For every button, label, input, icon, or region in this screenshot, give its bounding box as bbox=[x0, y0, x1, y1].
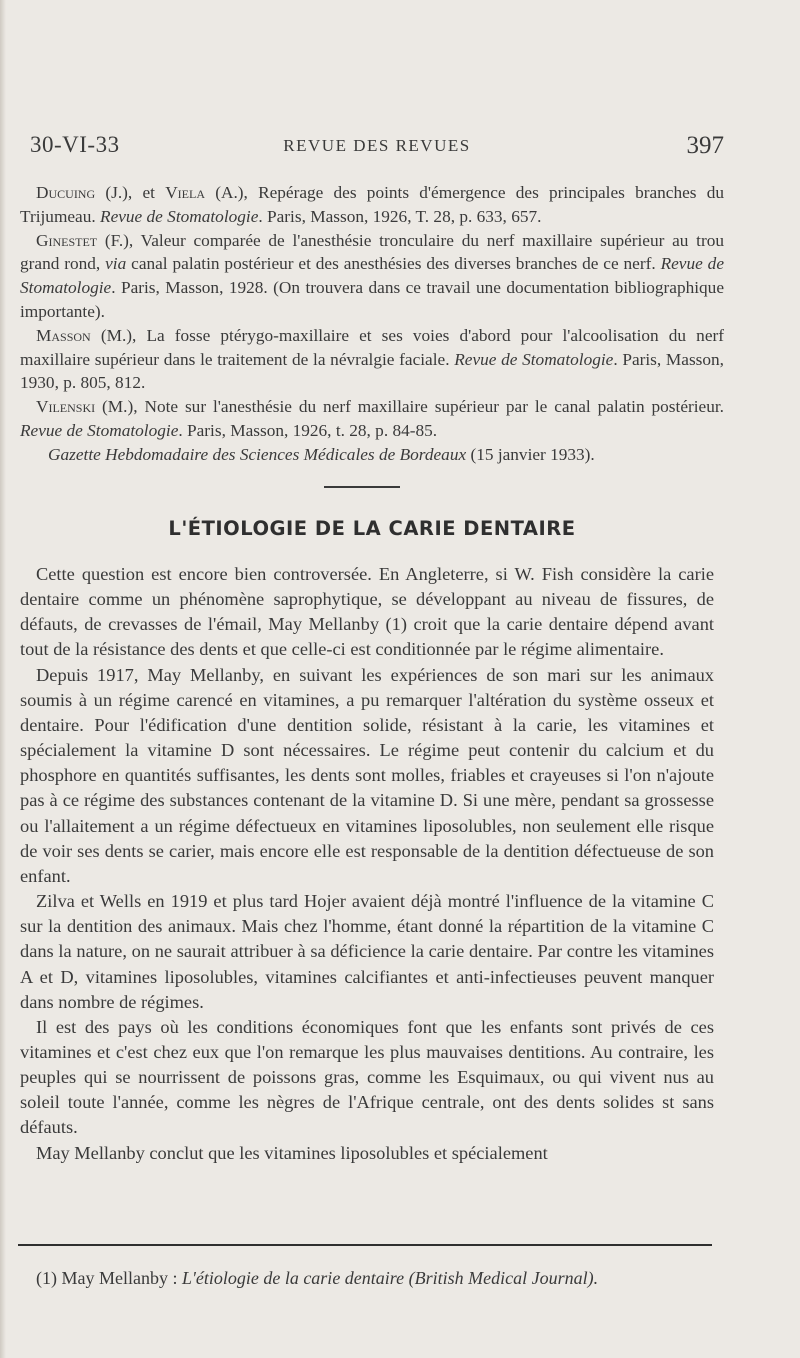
ref-via: via bbox=[105, 254, 127, 274]
ref-text: (A.), Repérage des points d'émergence des principales branches du Trijumeau. bbox=[20, 183, 724, 226]
ref-text: (M.), La fosse ptérygo-maxillaire et ses voies d'abord pour l'alcoolisation du nerf maxillaire supérieur dans le traitement de la névralgie faciale. bbox=[20, 325, 724, 369]
header-date: 30-VI-33 bbox=[30, 132, 120, 157]
reference-item bbox=[20, 324, 724, 395]
article-title: L'ÉTIOLOGIE DE LA CARIE DENTAIRE bbox=[168, 517, 576, 540]
reference-item bbox=[20, 181, 724, 229]
footnote-source: (British Medical Journal). bbox=[404, 1268, 599, 1288]
running-header bbox=[30, 132, 724, 162]
page-number: 397 bbox=[686, 132, 724, 159]
ref-text: . Paris, Masson, 1926, t. 28, p. 84-85. bbox=[178, 420, 438, 440]
ref-author: Masson bbox=[36, 325, 91, 345]
ref-text: . Paris, Masson, 1926, T. 28, p. 633, 657. bbox=[258, 206, 542, 226]
paragraph: Depuis 1917, May Mellanby, en suivant les expériences de son mari sur les animaux soumis à un régime carencé en vitamines, a pu remarquer l'altération du système osseux et dentaire. Pour l'édification d'une dentition solide, résistant à la carie, les vitamines et spécialement la vitamine D sont nécessaires. Le régime peut contenir du calcium et du phosphore en quantités suffisantes, les dents sont molles, friables et crayeuses si l'on n'ajoute pas à ce régime des substances contenant de la vitamine D. Si une mère, pendant sa grossesse ou l'allaitement a un régime défectueux en vitamines liposolubles, non seulement elle risque de voir ses dents se carier, mais encore elle est responsable de la dentition défectueuse de son enfant. bbox=[20, 664, 714, 886]
ref-text: canal palatin postérieur et des anesthésies des diverses branches de ce nerf. bbox=[126, 254, 661, 274]
ref-text: (J.), et bbox=[95, 183, 166, 202]
paragraph: Il est des pays où les conditions économiques font que les enfants sont privés de ces vitamines et c'est chez eux que l'on remarque les plus mauvaises dentitions. Au contraire, les peuples qui se nourrissent de poissons gras, comme les Esquimaux, ou qui vivent nus au soleil toute l'année, comme les nègres de l'Afrique centrale, ont des dents solides st sans défauts. bbox=[20, 1016, 714, 1138]
ref-author: Ducuing bbox=[36, 183, 96, 202]
section-divider bbox=[324, 486, 400, 488]
ref-author: Viela bbox=[165, 183, 205, 202]
footnote-author: May Mellanby : bbox=[57, 1268, 182, 1288]
reference-item bbox=[20, 395, 724, 443]
ref-text: (F.), Valeur comparée de l'anesthésie tronculaire du nerf maxillaire supérieur au trou grand rond, bbox=[20, 230, 724, 274]
ref-author: Vilenski bbox=[36, 397, 96, 417]
ref-author: Ginestet bbox=[36, 230, 98, 250]
reference-item bbox=[20, 229, 724, 324]
source-citation bbox=[20, 443, 724, 467]
footnote-rule bbox=[18, 1244, 712, 1246]
paragraph: May Mellanby conclut que les vitamines liposolubles et spécialement bbox=[36, 1142, 548, 1163]
reference-list bbox=[20, 181, 724, 467]
footnote-title: L'étiologie de la carie dentaire bbox=[181, 1268, 405, 1288]
ref-journal: Revue de Stomatologie bbox=[454, 349, 614, 369]
footnote bbox=[36, 1266, 716, 1290]
header-journal-title: REVUE DES REVUES bbox=[283, 136, 471, 155]
footnote-marker: (1) bbox=[36, 1268, 57, 1288]
ref-journal: Revue de Stomatologie bbox=[20, 254, 724, 298]
article-body bbox=[20, 562, 714, 1166]
paragraph: Zilva et Wells en 1919 et plus tard Hojer avaient déjà montré l'influence de la vitamine C sur la dentition des animaux. Mais chez l'homme, étant donné la répartition de la vitamine C dans la nature, on ne saurait attribuer à sa déficience la carie dentaire. Par contre les vitamines A et D, vitamines liposolubles, vitamines calcifiantes et anti-infectieuses peuvent manquer dans nombre de régimes. bbox=[20, 891, 714, 1012]
source-journal: Gazette Hebdomadaire des Sciences Médicales de Bordeaux bbox=[48, 444, 467, 464]
ref-text: (M.), Note sur l'anesthésie du nerf maxillaire supérieur par le canal palatin postérieur. bbox=[95, 397, 724, 417]
ref-journal: Revue de Stomatologie bbox=[20, 420, 179, 440]
paragraph: Cette question est encore bien controversée. En Angleterre, si W. Fish considère la carie dentaire comme un phénomène saprophytique, se développant au niveau de fissures, de défauts, de crevasses de l'émail, May Mellanby (1) croit que la carie dentaire dépend avant tout de la résistance des dents et que celle-ci est conditionnée par le régime alimentaire. bbox=[20, 564, 714, 660]
ref-journal: Revue de Stomatologie bbox=[100, 206, 259, 226]
ref-text: . Paris, Masson, 1928. (On trouvera dans ce travail une documentation bibliographique importante). bbox=[20, 278, 724, 321]
page-spine-shadow bbox=[0, 0, 6, 1358]
ref-text: . Paris, Masson, 1930, p. 805, 812. bbox=[20, 349, 725, 393]
source-date: (15 janvier 1933). bbox=[466, 444, 595, 464]
